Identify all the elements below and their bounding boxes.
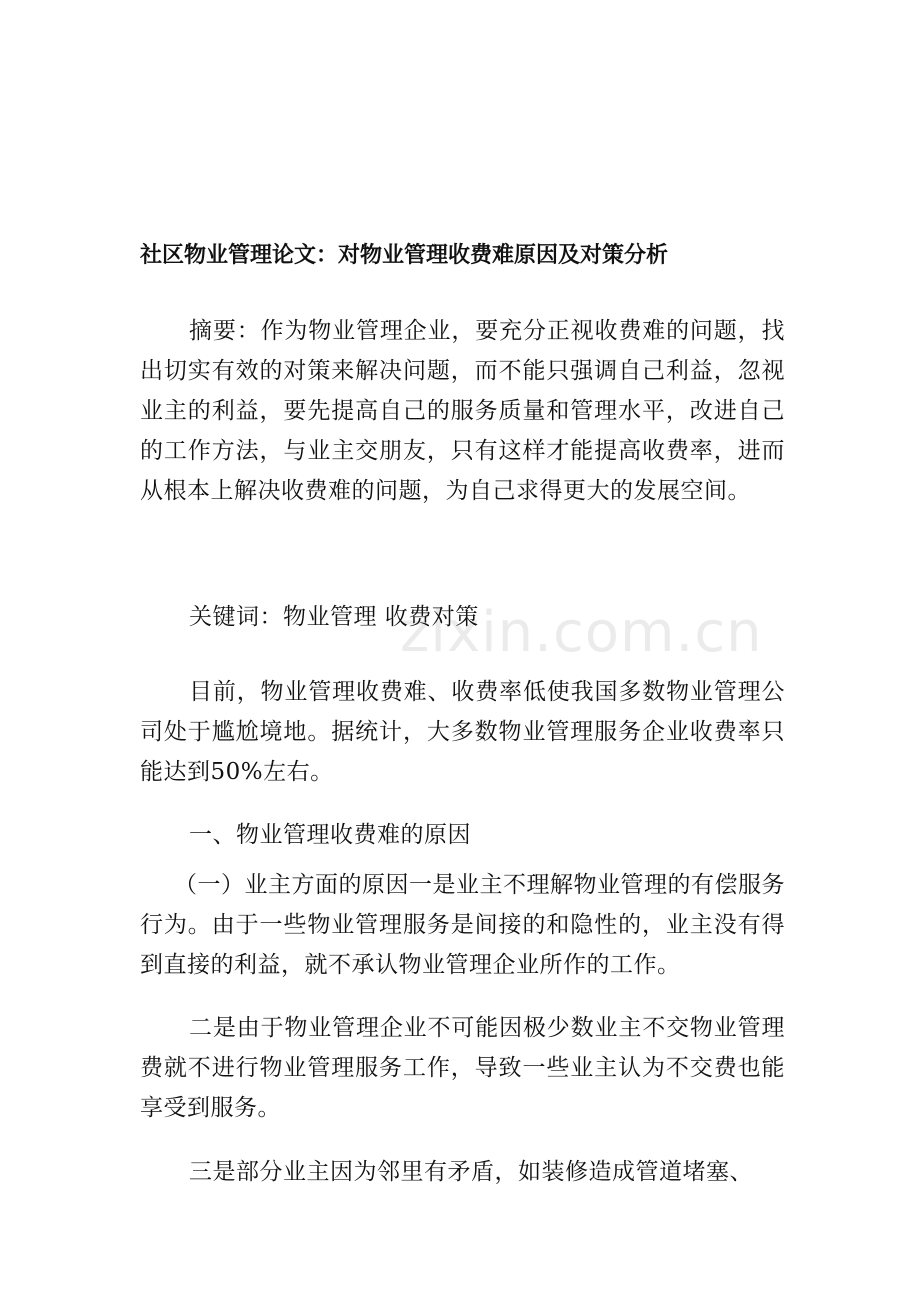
body-paragraph-2: 二是由于物业管理企业不可能因极少数业主不交物业管理费就不进行物业管理服务工作，导致一些业主认为不交费也能享受到服务。 [140,1015,785,1121]
section-heading: 一、物业管理收费难的原因 [189,822,471,848]
abstract-paragraph: 摘要：作为物业管理企业，要充分正视收费难的问题，找出切实有效的对策来解决问题，而不能只强调自己利益，忽视业主的利益，要先提高自己的服务质量和管理水平，改进自己的工作方法，与业主交朋友，只有这样才能提高收费率，进而从根本上解决收费难的问题，为自己求得更大的发展空间。 [140,318,785,504]
watermark: zixin.com.cn [400,600,763,665]
body-paragraph-1: （一）业主方面的原因一是业主不理解物业管理的有偿服务行为。由于一些物业管理服务是间接的和隐性的，业主没有得到直接的利益，就不承认物业管理企业所作的工作。 [140,872,785,978]
intro-paragraph: 目前，物业管理收费难、收费率低使我国多数物业管理公司处于尴尬境地。据统计，大多数物业管理服务企业收费率只能达到50%左右。 [140,679,785,785]
body-paragraph-3: 三是部分业主因为邻里有矛盾，如装修造成管道堵塞、 [189,1159,753,1185]
keywords-line: 关键词：物业管理 收费对策 [189,604,479,630]
document-title: 社区物业管理论文：对物业管理收费难原因及对策分析 [140,243,669,268]
